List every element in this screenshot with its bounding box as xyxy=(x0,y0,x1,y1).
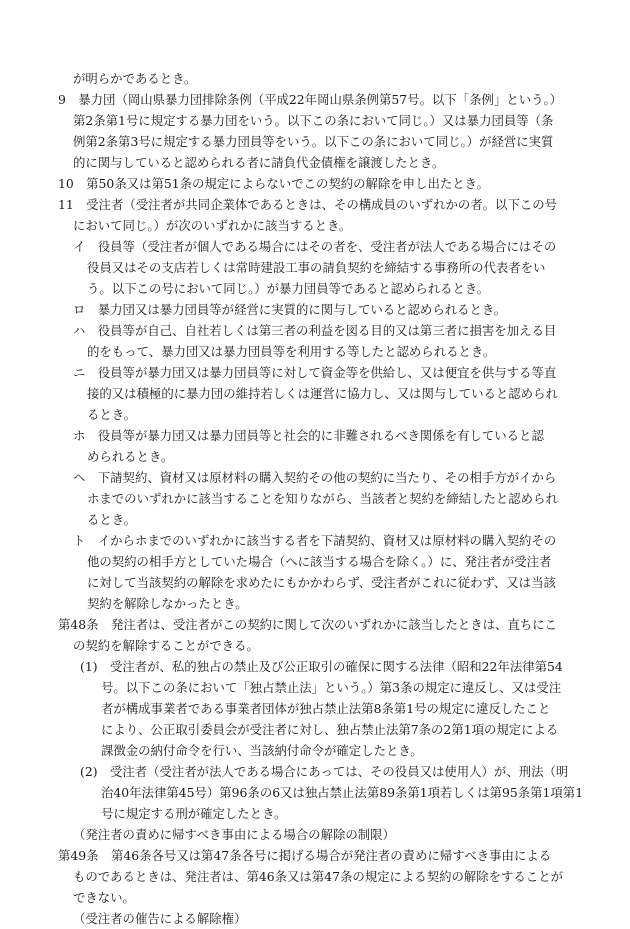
text-line-2: 9 暴力団（岡山県暴力団排除条例（平成22年岡山県条例第57号。以下「条例」という。） xyxy=(58,92,563,107)
text-line-17: るとき。 xyxy=(87,407,137,422)
text-line-4: 例第2条第3号に規定する暴力団員等をいう。以下この条において同じ。）が経営に実質 xyxy=(73,134,554,149)
text-line-23: ト イからホまでのいずれかに該当する者を下請契約、資材又は原材料の購入契約その xyxy=(73,533,557,548)
document-page xyxy=(0,68,630,926)
text-line-34: (2) 受注者（受注者が法人である場合にあっては、その役員又は使用人）が、刑法（明 xyxy=(80,764,569,779)
text-line-13: ハ 役員等が自己、自社若しくは第三者の利益を図る目的又は第三者に損害を加える目 xyxy=(73,323,557,338)
text-line-19: められるとき。 xyxy=(87,449,174,464)
text-line-9: イ 役員等（受注者が個人である場合にはその者を、受注者が法人である場合にはその xyxy=(73,239,557,254)
text-line-33: 課徴金の納付命令を行い、当該納付命令が確定したとき。 xyxy=(101,743,423,758)
text-line-22: るとき。 xyxy=(87,512,137,527)
text-line-16: 接的又は積極的に暴力団の維持若しくは運営に協力し、又は関与していると認められ xyxy=(87,386,558,401)
text-line-7: 11 受注者（受注者が共同企業体であるときは、その構成員のいずれかの者。以下この号 xyxy=(58,197,558,212)
article-49-heading-line: 第49条 第46条各号又は第47条各号に掲げる場合が発注者の責めに帰すべき事由による xyxy=(58,848,552,863)
text-line-18: ホ 役員等が暴力団又は暴力団員等と社会的に非難されるべき関係を有していると認 xyxy=(73,428,544,443)
text-line-28: の契約を解除することができる。 xyxy=(73,638,259,653)
text-line-5: 的に関与していると認められる者に請負代金債権を譲渡したとき。 xyxy=(73,155,445,170)
text-line-1: が明らかであるとき。 xyxy=(73,71,197,86)
text-line-40: できない。 xyxy=(73,890,135,905)
text-line-10: 役員又はその支店若しくは常時建設工事の請負契約を締結する事務所の代表者をい xyxy=(87,260,546,275)
text-line-11: う。以下この号において同じ。）が暴力団員等であると認められるとき。 xyxy=(87,281,490,296)
text-line-29: (1) 受注者が、私的独占の禁止及び公正取引の確保に関する法律（昭和22年法律第54 xyxy=(80,659,563,674)
text-line-15: ニ 役員等が暴力団又は暴力団員等に対して資金等を供給し、又は便宜を供与する等直 xyxy=(73,365,557,380)
text-line-12: ロ 暴力団又は暴力団員等が経営に実質的に関与していると認められるとき。 xyxy=(73,302,507,317)
text-line-31: 者が構成事業者である事業者団体が独占禁止法第8条第1号の規定に違反したこと xyxy=(101,701,551,716)
text-line-8: において同じ。）が次のいずれかに該当するとき。 xyxy=(73,218,352,233)
text-line-39: ものであるときは、発注者は、第46条又は第47条の規定による契約の解除をすることが xyxy=(73,869,563,884)
section-caption-50: （受注者の催告による解除権） xyxy=(73,911,247,926)
section-caption-49: （発注者の責めに帰すべき事由による場合の解除の制限） xyxy=(73,827,395,842)
text-line-20: ヘ 下請契約、資材又は原材料の購入契約その他の契約に当たり、その相手方がイから xyxy=(73,470,557,485)
text-line-21: ホまでのいずれかに該当することを知りながら、当該者と契約を締結したと認められ xyxy=(87,491,558,506)
text-line-30: 号。以下この条において「独占禁止法」という。）第3条の規定に違反し、又は受注 xyxy=(101,680,562,695)
text-line-25: に対して当該契約の解除を求めたにもかかわらず、受注者がこれに従わず、又は当該 xyxy=(87,575,556,590)
text-line-14: 的をもって、暴力団又は暴力団員等を利用する等したと認められるとき。 xyxy=(87,344,496,359)
text-line-35: 治40年法律第45号）第96条の6又は独占禁止法第89条第1項若しくは第95条第1項第1 xyxy=(101,785,584,800)
text-line-26: 契約を解除しなかったとき。 xyxy=(87,596,248,611)
article-48-heading-line: 第48条 発注者は、受注者がこの契約に関して次のいずれかに該当したときは、直ちにこ xyxy=(58,617,558,632)
text-line-36: 号に規定する刑が確定したとき。 xyxy=(101,806,287,821)
text-line-24: 他の契約の相手方としていた場合（へに該当する場合を除く。）に、発注者が受注者 xyxy=(87,554,552,569)
text-line-3: 第2条第1号に規定する暴力団をいう。以下この条において同じ。）又は暴力団員等（条 xyxy=(73,113,554,128)
text-line-6: 10 第50条又は第51条の規定によらないでこの契約の解除を申し出たとき。 xyxy=(58,176,489,191)
text-line-32: により、公正取引委員会が受注者に対し、独占禁止法第7条の2第1項の規定による xyxy=(101,722,559,737)
